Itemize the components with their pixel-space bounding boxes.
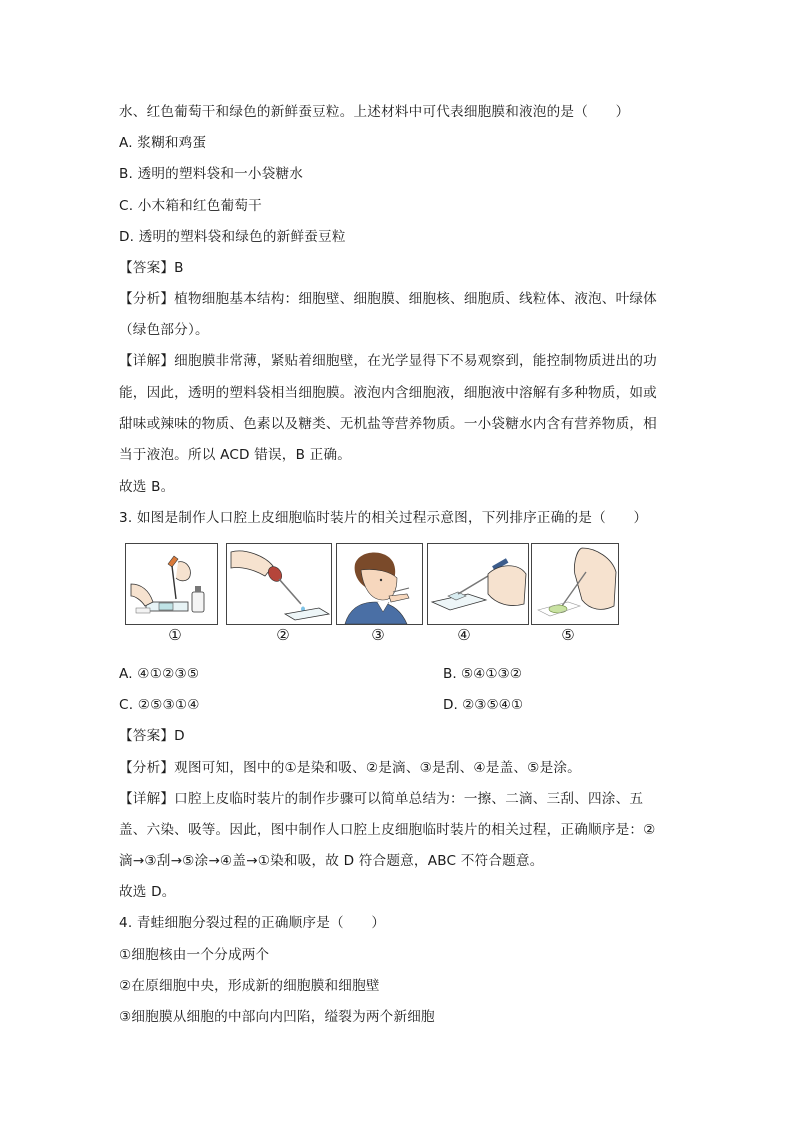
q3-detail-line-1: 【详解】口腔上皮临时装片的制作步骤可以简单总结为：一擦、二滴、三刮、四涂、五	[119, 791, 644, 807]
figure-label-4: ④	[457, 626, 471, 644]
q3-option-b: B. ⑤④①③②	[443, 666, 522, 682]
figure-label-5: ⑤	[561, 626, 575, 644]
q2-detail-line-2: 能，因此，透明的塑料袋相当细胞膜。液泡内含细胞液，细胞液中溶解有多种物质，如或	[119, 385, 657, 401]
panel-scrape	[336, 543, 423, 625]
q4-stem: 4. 青蛙细胞分裂过程的正确顺序是（ ）	[119, 915, 386, 931]
q3-answer: 【答案】D	[119, 728, 185, 744]
q2-analysis-line-2: （绿色部分）。	[119, 322, 209, 338]
panel-drop	[226, 543, 332, 625]
q2-answer: 【答案】B	[119, 260, 184, 276]
q2-analysis-line-1: 【分析】植物细胞基本结构：细胞壁、细胞膜、细胞核、细胞质、线粒体、液泡、叶绿体	[119, 291, 657, 307]
q4-item-3: ③细胞膜从细胞的中部向内凹陷，缢裂为两个新细胞	[119, 1009, 435, 1025]
figure-label-2: ②	[276, 626, 290, 644]
q3-detail-line-3: 滴→③刮→⑤涂→④盖→①染和吸，故 D 符合题意，ABC 不符合题意。	[119, 853, 544, 869]
q2-detail-line-3: 甜味或辣味的物质、色素以及糖类、无机盐等营养物质。一小袋糖水内含有营养物质，相	[119, 416, 657, 432]
panel-smear	[531, 543, 619, 625]
q2-option-b: B. 透明的塑料袋和一小袋糖水	[119, 166, 304, 182]
q3-detail-line-2: 盖、六染、吸等。因此，图中制作人口腔上皮细胞临时装片的相关过程，正确顺序是：②	[119, 822, 656, 838]
q3-option-c: C. ②⑤③①④	[119, 697, 200, 713]
q2-detail-line-4: 当于液泡。所以 ACD 错误，B 正确。	[119, 447, 352, 463]
q3-option-a: A. ④①②③⑤	[119, 666, 200, 682]
q2-option-a: A. 浆糊和鸡蛋	[119, 135, 207, 151]
panel-stain-absorb	[125, 543, 218, 625]
panel-cover	[427, 543, 529, 625]
figure-label-1: ①	[168, 626, 182, 644]
q2-conclusion: 故选 B。	[119, 479, 175, 495]
q2-detail-line-1: 【详解】细胞膜非常薄，紧贴着细胞壁，在光学显得下不易观察到，能控制物质进出的功	[119, 353, 657, 369]
q2-stem-tail: 水、红色葡萄干和绿色的新鲜蚕豆粒。上述材料中可代表细胞膜和液泡的是（ ）	[119, 104, 630, 120]
q3-stem: 3. 如图是制作人口腔上皮细胞临时装片的相关过程示意图，下列排序正确的是（ ）	[119, 510, 648, 526]
q3-option-d: D. ②③⑤④①	[443, 697, 524, 713]
q4-item-2: ②在原细胞中央，形成新的细胞膜和细胞壁	[119, 978, 380, 994]
figure-label-3: ③	[371, 626, 385, 644]
q4-item-1: ①细胞核由一个分成两个	[119, 947, 270, 963]
q3-analysis: 【分析】观图可知，图中的①是染和吸、②是滴、③是刮、④是盖、⑤是涂。	[119, 760, 581, 776]
q2-option-d: D. 透明的塑料袋和绿色的新鲜蚕豆粒	[119, 229, 346, 245]
q3-conclusion: 故选 D。	[119, 884, 176, 900]
q2-option-c: C. 小木箱和红色葡萄干	[119, 198, 262, 214]
